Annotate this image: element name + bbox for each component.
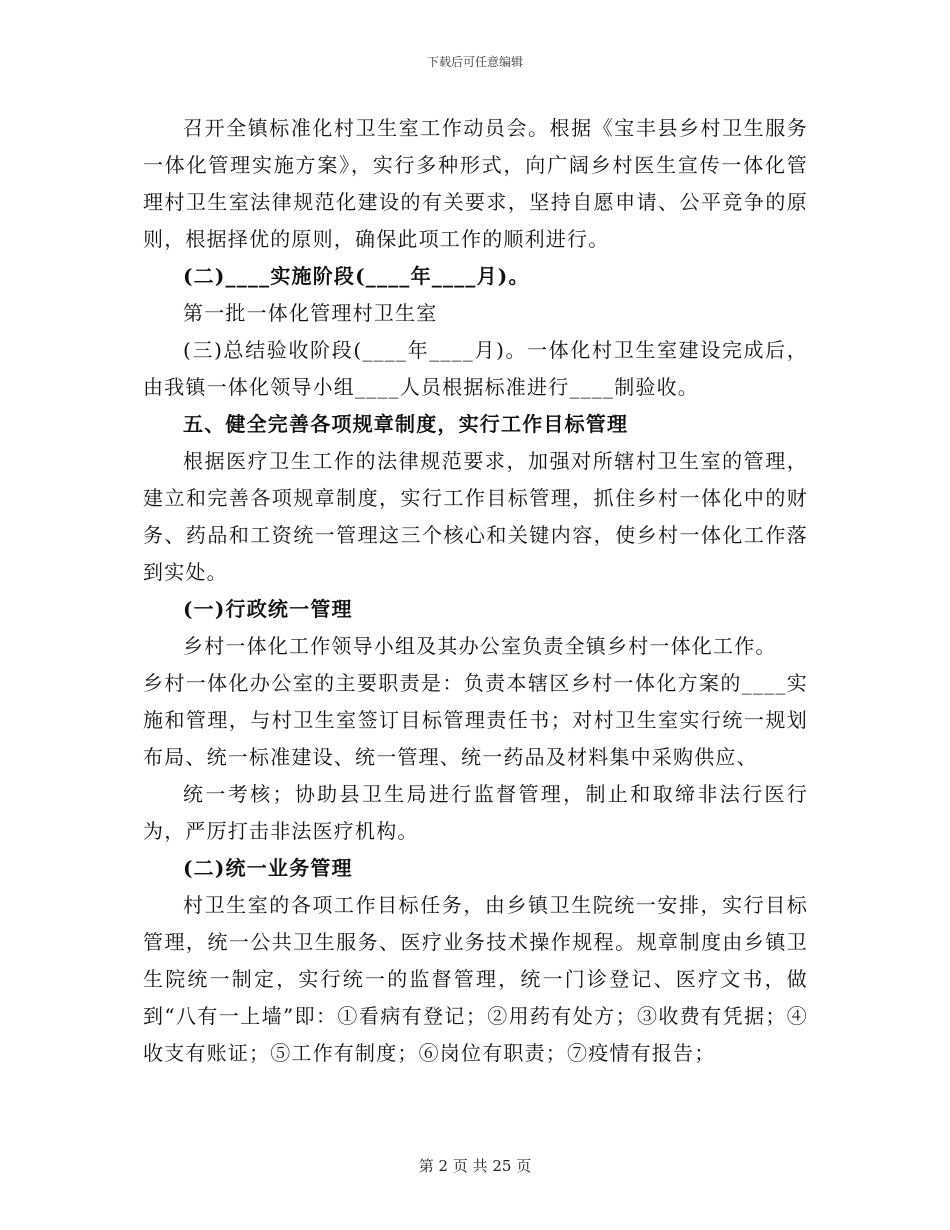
paragraph-work-targets: 村卫生室的各项工作目标任务，由乡镇卫生院统一安排，实行目标管理，统一公共卫生服务、医疗业务技术操作规程。规章制度由乡镇卫生院统一制定，实行统一的监督管理，统一门诊登记、医疗文书，做到“八有一上墙”即：①看病有登记；②用药有处方；③收费有凭据；④收支有账证；⑤工作有制度；⑥岗位有职责；⑦疫情有报告； xyxy=(143,893,808,1065)
page-header-note: 下载后可任意编辑 xyxy=(426,55,523,69)
heading-business-management: (二)统一业务管理 xyxy=(183,856,353,880)
paragraph-supervision: 统一考核；协助县卫生局进行监督管理，制止和取缔非法行医行为，严厉打击非法医疗机构。 xyxy=(143,782,808,843)
heading-section-five: 五、健全完善各项规章制度，实行工作目标管理 xyxy=(183,412,629,436)
paragraph-mobilization: 召开全镇标准化村卫生室工作动员会。根据《宝丰县乡村卫生服务一体化管理实施方案》，实行多种形式，向广阔乡村医生宣传一体化管理村卫生室法律规范化建设的有关要求，坚持自愿申请、公平竞争的原则，根据择优的原则，确保此项工作的顺利进行。 xyxy=(143,116,808,251)
paragraph-office-duties: 乡村一体化办公室的主要职责是：负责本辖区乡村一体化方案的____实施和管理，与村卫生室签订目标管理责任书；对村卫生室实行统一规划布局、统一标准建设、统一管理、统一药品及材料集中采购供应、 xyxy=(143,671,808,769)
page-number-footer: 第 2 页 共 25 页 xyxy=(418,1157,532,1175)
heading-administrative-management: (一)行政统一管理 xyxy=(183,597,353,621)
paragraph-leading-group: 乡村一体化工作领导小组及其办公室负责全镇乡村一体化工作。 xyxy=(183,634,777,658)
paragraph-acceptance-stage: (三)总结验收阶段(____年____月)。一体化村卫生室建设完成后，由我镇一体化领导小组____人员根据标准进行____制验收。 xyxy=(143,338,808,399)
paragraph-first-batch: 第一批一体化管理村卫生室 xyxy=(183,301,438,325)
paragraph-regulations: 根据医疗卫生工作的法律规范要求，加强对所辖村卫生室的管理，建立和完善各项规章制度，实行工作目标管理，抓住乡村一体化中的财务、药品和工资统一管理这三个核心和关键内容，使乡村一体化工作落到实处。 xyxy=(143,449,808,584)
heading-implementation-stage: (二)____实施阶段(____年____月)。 xyxy=(183,264,530,288)
document-body xyxy=(143,110,808,1072)
